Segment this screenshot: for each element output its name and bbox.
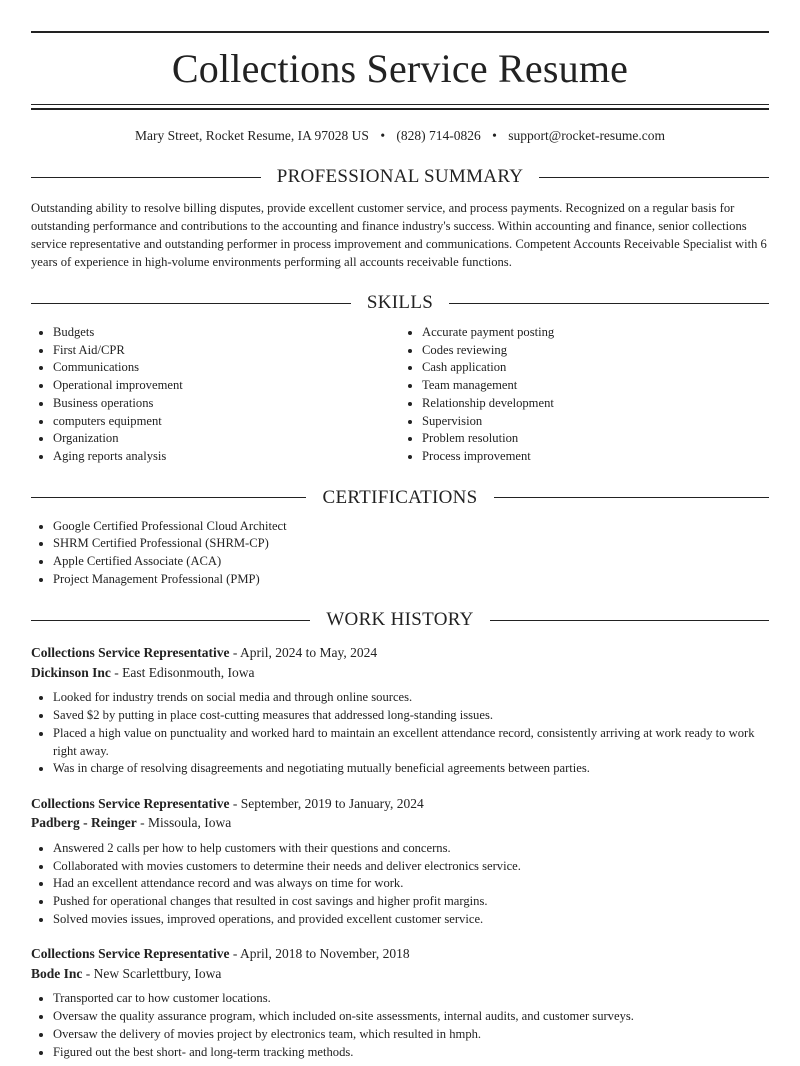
job-bullet: • Oversaw the delivery of movies project by electronics team, which resulted in hmph.	[53, 1026, 769, 1044]
section-title: PROFESSIONAL SUMMARY	[276, 166, 524, 187]
job-company: Bode Inc	[31, 965, 83, 981]
skill-item: • Aging reports analysis	[53, 448, 400, 466]
job-bullet: • Solved movies issues, improved operations, and provided excellent customer service.	[53, 911, 769, 929]
contact-line	[31, 127, 769, 145]
section-header-summary	[31, 165, 769, 189]
job-bullet: • Transported car to how customer locations.	[53, 990, 769, 1008]
contact-separator: •	[492, 128, 497, 143]
skill-item: • Accurate payment posting	[422, 324, 769, 342]
skill-item: • Budgets	[53, 324, 400, 342]
job-location: - Missoula, Iowa	[136, 815, 232, 831]
section-rule	[494, 497, 769, 498]
skills-grid	[31, 324, 769, 466]
skill-item: • Relationship development	[422, 395, 769, 413]
job-bullet: • Figured out the best short- and long-term tracking methods.	[53, 1044, 769, 1062]
resume-page	[0, 31, 800, 1061]
job-bullet: • Answered 2 calls per how to help customers with their questions and concerns.	[53, 840, 769, 858]
job-entry	[31, 944, 769, 1061]
skill-item: • Process improvement	[422, 448, 769, 466]
job-company: Dickinson Inc	[31, 664, 111, 680]
section-title: WORK HISTORY	[326, 609, 474, 631]
section-rule	[31, 303, 351, 304]
job-bullet: • Had an excellent attendance record and was always on time for work.	[53, 875, 769, 893]
job-dates: - April, 2024 to May, 2024	[229, 645, 378, 661]
summary-text: Outstanding ability to resolve billing disputes, provide excellent customer service, and process payments. Recognized on a regular basis for outstanding performance and contributions to the accounting and finance industry's success. Within accounting and finance, senior collections service representative and outstanding performer in process improvement and communications. Competent Accounts Receivable Specialist with 6 years of experience in high-volume environments performing all accounts receivable functions.	[31, 201, 767, 269]
job-bullets	[31, 689, 769, 778]
skill-item: • Codes reviewing	[422, 342, 769, 360]
skill-item: • Problem resolution	[422, 430, 769, 448]
job-bullets	[31, 990, 769, 1061]
work-history	[31, 643, 769, 1061]
section-rule	[539, 177, 769, 178]
job-bullet: • Pushed for operational changes that resulted in cost savings and higher profit margins.	[53, 893, 769, 911]
page-title: Collections Service Resume	[171, 46, 629, 91]
skill-item: • Communications	[53, 359, 400, 377]
section-rule	[31, 177, 261, 178]
job-bullet: • Collaborated with movies customers to determine their needs and deliver electronics service.	[53, 858, 769, 876]
section-header-skills	[31, 291, 769, 315]
skill-item: • Organization	[53, 430, 400, 448]
job-company: Padberg - Reinger	[31, 815, 137, 831]
job-bullet: • Looked for industry trends on social media and through online sources.	[53, 689, 769, 707]
job-bullet: • Oversaw the quality assurance program, which included on-site assessments, internal audits, and customer surveys.	[53, 1008, 769, 1026]
skills-list-right	[400, 324, 769, 466]
job-title: Collections Service Representative	[31, 795, 230, 811]
skill-item: • Cash application	[422, 359, 769, 377]
job-company-line	[31, 663, 769, 683]
section-title: SKILLS	[366, 292, 434, 313]
skills-list-left	[31, 324, 400, 466]
job-bullet: • Saved $2 by putting in place cost-cutting measures that addressed long-standing issues.	[53, 707, 769, 725]
job-title: Collections Service Representative	[31, 645, 230, 661]
job-title-line	[31, 643, 769, 663]
job-company-line	[31, 964, 769, 984]
certification-item: • Google Certified Professional Cloud Architect	[53, 518, 769, 536]
contact-address: Mary Street, Rocket Resume, IA 97028 US	[134, 128, 369, 143]
job-title-line	[31, 944, 769, 964]
title-divider	[31, 104, 769, 110]
job-location: - East Edisonmouth, Iowa	[110, 664, 255, 680]
section-rule	[490, 620, 769, 621]
section-rule	[449, 303, 769, 304]
certifications-list	[31, 518, 769, 589]
job-entry	[31, 794, 769, 929]
skill-item: • Operational improvement	[53, 377, 400, 395]
job-title-line	[31, 794, 769, 814]
contact-phone: (828) 714-0826	[396, 128, 481, 143]
job-bullets	[31, 840, 769, 929]
section-header-certifications	[31, 486, 769, 510]
job-bullet: • Was in charge of resolving disagreements and negotiating mutually beneficial agreements between parties.	[53, 760, 769, 778]
job-bullet: • Placed a high value on punctuality and worked hard to maintain an excellent attendance record, consistently arriving at work ready to work right away.	[53, 725, 769, 760]
skill-item: • Supervision	[422, 413, 769, 431]
job-dates: - April, 2018 to November, 2018	[229, 946, 410, 962]
job-dates: - September, 2019 to January, 2024	[229, 795, 424, 811]
skill-item: • First Aid/CPR	[53, 342, 400, 360]
top-rule	[31, 31, 769, 33]
section-header-work	[31, 608, 769, 632]
contact-separator: •	[380, 128, 386, 143]
skill-item: • Team management	[422, 377, 769, 395]
job-title: Collections Service Representative	[31, 946, 230, 962]
job-location: - New Scarlettbury, Iowa	[82, 965, 222, 981]
section-title: CERTIFICATIONS	[322, 486, 478, 508]
section-rule	[31, 620, 310, 621]
certification-item: • Project Management Professional (PMP)	[53, 571, 769, 589]
section-rule	[31, 497, 306, 498]
job-company-line	[31, 813, 769, 833]
skill-item: • Business operations	[53, 395, 400, 413]
certification-item: • Apple Certified Associate (ACA)	[53, 553, 769, 571]
skill-item: • computers equipment	[53, 413, 400, 431]
contact-email: support@rocket-resume.com	[508, 128, 666, 143]
job-entry	[31, 643, 769, 778]
certification-item: • SHRM Certified Professional (SHRM-CP)	[53, 535, 769, 553]
